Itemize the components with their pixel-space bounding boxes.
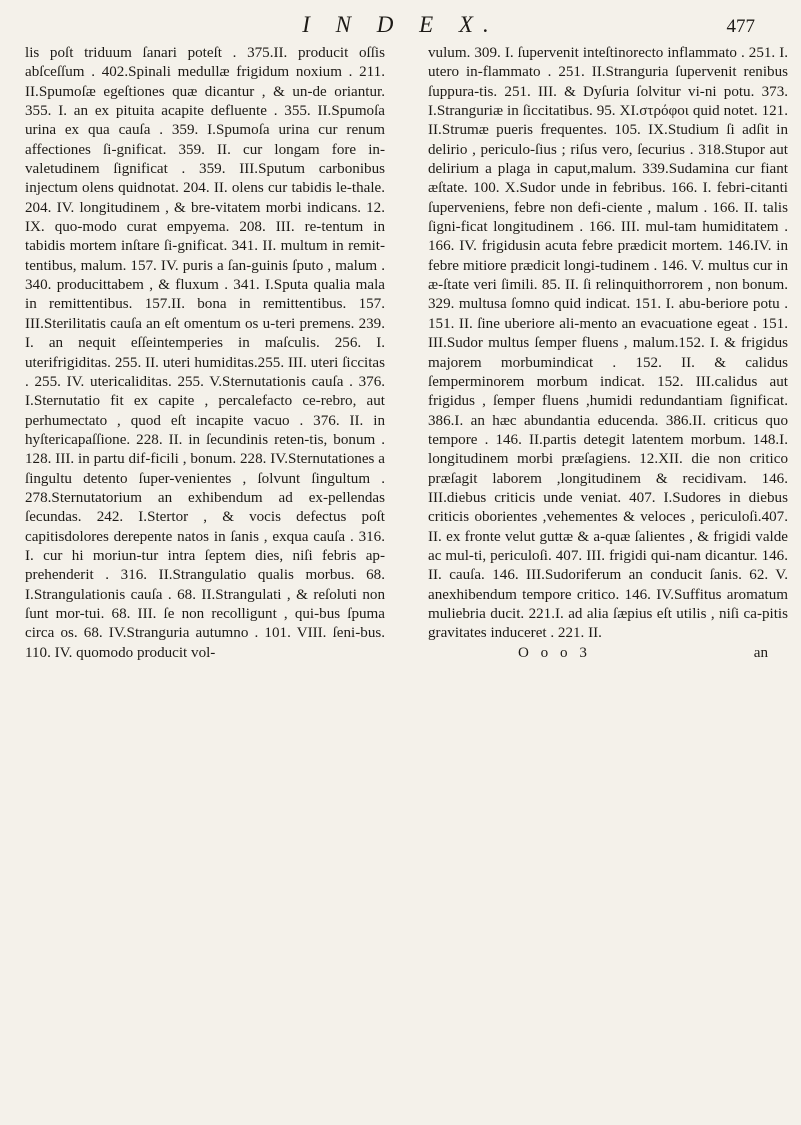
index-line: ni potu. 373. I. <box>428 83 789 120</box>
index-line: Sudor multus ſemper fluens , malum. <box>446 335 679 352</box>
index-line: qua cauſa . 316. I. cur hi moriun- <box>25 528 385 564</box>
index-line: longitudinem & recidivam. 146. III. <box>428 470 788 506</box>
index-columns <box>25 44 787 1114</box>
running-head-title: I N D E X. <box>302 12 499 37</box>
signature-mark: O o o 3 <box>518 644 591 661</box>
index-line: Sudores in diebus criticis oborientes , <box>428 489 788 526</box>
catchword: an <box>753 644 768 661</box>
index-line: paſſione. 228. II. in ſecundinis reten- <box>77 431 310 448</box>
index-line: tabem , & fluxum . 341. I. <box>107 277 274 294</box>
index-line: Stranguriæ in ſiccitatibus. 95. XI. <box>436 103 640 120</box>
index-line: horrorem , non bonum. 329. multus <box>428 277 788 313</box>
page-number: 477 <box>726 16 755 37</box>
index-line: XII. die non critico præſagit laborem , <box>428 451 788 487</box>
index-line: ſius ; riſus vero, ſecurius . 318. <box>535 141 725 158</box>
index-line: prehenderit . 316. II. <box>25 567 173 584</box>
index-line: tudinem . 146. V. multus cur in æ- <box>428 257 789 294</box>
left-column <box>25 44 385 663</box>
index-line: recto inflammato . 251. I. utero in- <box>428 45 789 81</box>
index-line: στρόφοι quid notet. 121. II. <box>428 103 788 139</box>
index-line: vehementes & veloces , periculoſi. <box>546 509 762 526</box>
index-line: tis. 251. III. & Dyſuria ſolvitur vi- <box>479 83 705 100</box>
index-line: valetudinem ſignificat . 359. III. <box>25 161 259 178</box>
index-line: II. criticus quo tempore . 146. II. <box>428 412 788 448</box>
index-line: Sterilitatis cauſa an eſt omentum os u- <box>43 315 276 332</box>
index-line: bus ſpuma circa os. 68. IV. <box>25 605 385 642</box>
page-footer <box>428 644 788 663</box>
index-line: Strangulati , & reſoluti non ſunt mor- <box>25 586 385 622</box>
index-line: mento an evacuatione egeat . 151. III. <box>428 315 788 352</box>
index-line: thale. 204. IV. longitudinem , & bre- <box>25 180 385 216</box>
index-line: I. ad alia ſæpius eſt utilis , niſi ca- <box>555 605 762 622</box>
index-line: diebus criticis unde veniat. 407. I. <box>446 489 673 506</box>
index-line: vitatem morbi indicans. 12. IX. quo- <box>25 199 385 236</box>
index-line: guinis ſputo , malum . 340. producit <box>25 257 385 294</box>
index-line: ficili , bonum. 228. IV. <box>150 451 289 468</box>
index-line: capite defluente . 355. II. <box>167 103 332 120</box>
index-line: malum. 339. <box>590 161 669 178</box>
index-line: Sternutatio fit ex capite , percalefacto ce- <box>33 393 321 410</box>
index-line: ſtate veri ſimili. 85. II. ſi relinquit <box>443 277 647 294</box>
index-line: capite vacuo . 376. II. in hyſterica <box>25 412 385 448</box>
index-line: 255. III. uteri ſiccitas . 255. IV. uteri <box>25 354 385 390</box>
index-line: quæ ſalientes , & frigidi valde ac mul- <box>428 528 788 564</box>
index-line: II. producit oſſis abſceſſum . 402. <box>25 45 385 81</box>
index-line: tentum in tabidis mortem inſtare ſi- <box>25 219 385 255</box>
index-line: exhibendum tempore critico. 146. IV. <box>442 586 674 603</box>
index-line: tui. 68. III. ſe non recolligunt , qui- <box>84 605 320 622</box>
index-line: Strangulatio qualis morbus. 68. I. <box>25 567 386 603</box>
index-line: Spumoſæ egeſtiones quæ dicantur , & un- <box>38 83 313 100</box>
running-head <box>0 12 801 44</box>
index-line: Strumæ pueris frequentes. 105. IX. <box>441 122 668 139</box>
index-line: Studium ſi adſit in delirio , periculo- <box>428 122 788 158</box>
index-line: bus. 110. IV. quomodo producit vol- <box>25 625 386 661</box>
index-line: frigiditas. 255. II. uteri humiditas. <box>52 354 258 371</box>
index-line: lis poſt triduum ſanari poteſt . 375. <box>25 45 274 61</box>
index-line: indicat . 152. II. & calidus ſemper <box>428 354 788 390</box>
index-line: Stranguria autumno . 101. VIII. ſeni- <box>126 625 361 642</box>
index-line: in acuta febre prædicit mortem. 146. <box>528 238 754 255</box>
index-line: 407. II. ex fronte velut guttæ & a- <box>428 509 788 545</box>
index-line: notat. 204. II. olens cur tabidis le- <box>144 180 352 197</box>
index-line: Sudor unde in febribus. 166. I. febri- <box>519 180 751 197</box>
index-line: Stertor , & vocis defectus poſt capitis <box>25 509 385 545</box>
index-line: gnificat. 341. II. multum in remit- <box>177 238 386 255</box>
index-line: calidus aut frigidus , ſemper fluens , <box>428 373 788 410</box>
index-line: Sudoriferum an conducit ſanis. 62. V. an <box>428 567 789 603</box>
index-line: I. longitudinem morbi præſagiens. 12. <box>428 431 788 468</box>
index-line: venientes , ſolvunt ſingultum . 278. <box>25 470 385 506</box>
index-line: Spumoſa urina cur renum affectiones ſi- <box>25 122 385 158</box>
index-line: pitis gravitates induceret . 221. II. <box>428 605 788 642</box>
index-line: a ſomno quid indicat. 151. I. abu- <box>499 296 706 313</box>
index-line: caliditas. 255. V. <box>117 373 223 390</box>
index-line: teri premens. 239. I. an nequit eſſe <box>25 315 386 352</box>
index-line: de oriantur. 355. I. an ex pituita a <box>25 83 385 120</box>
index-line: minorem morbum indicat. 152. III. <box>469 373 715 390</box>
index-line: gnificat. 359. II. cur longam fore in- <box>116 141 385 158</box>
index-line: Sudamina cur fiant æſtate. 100. X. <box>428 161 788 197</box>
index-line: modo curat empyema. 208. III. re- <box>82 219 322 236</box>
index-line: Stranguria ſupervenit renibus ſuppura- <box>428 64 788 100</box>
index-line: Strangulationis cauſa . 68. II. <box>33 586 216 603</box>
index-line: pellendas ſecundas. 242. I. <box>25 489 385 526</box>
index-line: tur intra ſeptem dies, niſi febris ap- <box>141 547 385 564</box>
index-line: ciente , malum . 166. II. talis ſigni- <box>428 199 788 236</box>
index-line: nam dicantur. 146. II. cauſa. 146. III. <box>428 547 789 584</box>
index-line: ficat longitudinem . 166. III. mul- <box>460 219 674 236</box>
index-line: Sputa qualia mala in remittentibus. 157. <box>25 277 385 313</box>
index-line: 152. I. & frigidus majorem morbum <box>428 335 788 371</box>
index-line: Stupor aut delirium a plaga in caput, <box>428 141 788 178</box>
index-line: rebro, aut perhumectato , quod eſt in <box>25 393 385 429</box>
index-line: ti, periculoſi. 407. III. frigidi qui- <box>473 547 676 564</box>
index-line: Suffitus aromatum muliebria ducit. 221. <box>428 586 788 622</box>
index-line: Spinali medullæ frigidum noxium . 211. II. <box>25 64 385 100</box>
index-line: Sternutationes a ſingultu detento ſuper- <box>25 451 385 487</box>
index-line: I. an hæc abundantia educenda. 386. <box>454 412 693 429</box>
index-line: humidi redundantiam ſignificat. 386. <box>428 393 789 429</box>
index-line: partis detegit latentem morbum. 148. <box>542 431 780 448</box>
index-line: tentibus, malum. 157. IV. puris a ſan- <box>25 257 252 274</box>
index-line: beriore potu . 151. II. ſine uberiore ali- <box>428 296 788 332</box>
index-line: intemperies in maſculis. 256. I. uteri <box>25 335 385 371</box>
index-line: vulum. 309. I. ſupervenit inteſtino <box>428 45 634 61</box>
right-column <box>428 44 788 663</box>
index-line: tam humiditatem . 166. IV. frigidus <box>428 219 788 255</box>
index-line: Spumoſa urina ex qua cauſa . 359. I. <box>25 103 385 139</box>
index-line: II. bona in remittentibus. 157. III. <box>25 296 385 332</box>
index-line: Sternutationis cauſa . 376. I. <box>25 373 386 410</box>
index-line: IV. in febre mitiore prædicit longi- <box>428 238 788 274</box>
index-line: Sputum carbonibus injectum olens quid <box>25 161 385 197</box>
index-line: flammato . 251. II. <box>482 64 606 81</box>
index-line: dolores derepente natos in ſanis , ex <box>64 528 287 545</box>
index-line: citanti ſuperveniens, febre non defi- <box>428 180 788 216</box>
index-line: tis, bonum . 128. III. in partu dif- <box>25 431 385 468</box>
index-line: Sternutatorium an exhibendum ad ex- <box>51 489 328 506</box>
